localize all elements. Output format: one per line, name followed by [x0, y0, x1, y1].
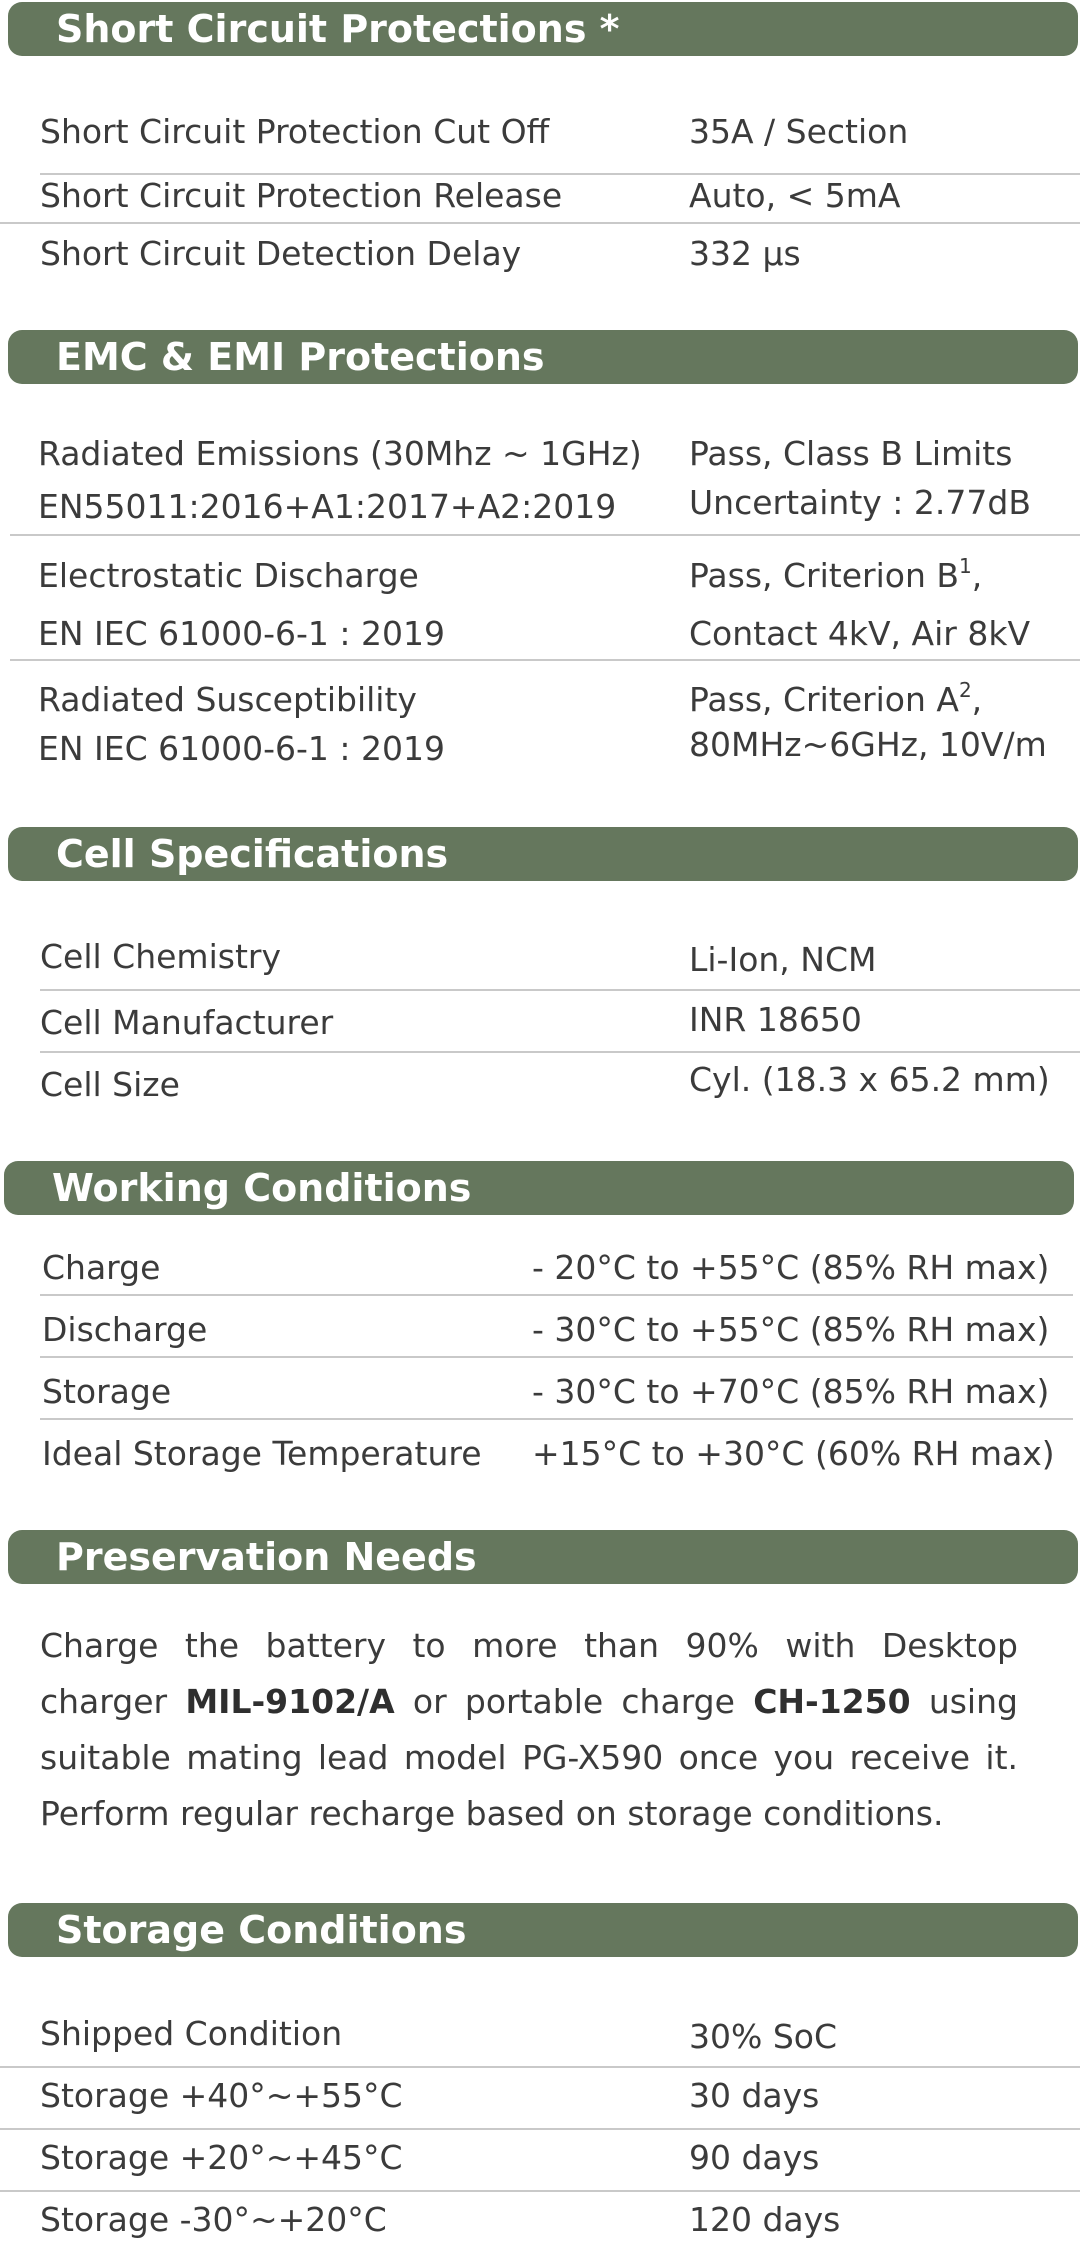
spec-value-secondary: 80MHz~6GHz, 10V/m — [689, 725, 1047, 764]
spec-label: Storage -30°~+20°C — [40, 2200, 387, 2239]
row-divider — [0, 222, 1080, 224]
spec-value-secondary: Contact 4kV, Air 8kV — [689, 614, 1031, 653]
section-header-cell: Cell Specifications — [8, 827, 1078, 881]
spec-value-tail: , — [971, 556, 983, 595]
spec-value — [689, 556, 982, 596]
spec-label: Radiated Emissions (30Mhz ~ 1GHz) — [38, 434, 642, 473]
spec-value: Cyl. (18.3 x 65.2 mm) — [689, 1060, 1050, 1099]
spec-value: Pass, Class B Limits — [689, 434, 1013, 473]
preservation-text-part: using suitable mating lead model PG-X590 once you receive it. Perform regular recharge based on storage conditions. — [40, 1682, 1018, 1833]
spec-value: - 20°C to +55°C (85% RH max) — [532, 1248, 1050, 1287]
section-header-short-circuit: Short Circuit Protections * — [8, 2, 1078, 56]
preservation-text — [40, 1618, 1018, 1842]
spec-value: +15°C to +30°C (60% RH max) — [532, 1434, 1055, 1473]
spec-label: Electrostatic Discharge — [38, 556, 419, 595]
spec-label-secondary: EN IEC 61000-6-1 : 2019 — [38, 614, 446, 653]
spec-value: 30 days — [689, 2076, 820, 2115]
spec-label: Short Circuit Protection Release — [40, 176, 563, 215]
spec-value: 30% SoC — [689, 2017, 838, 2056]
spec-value: 90 days — [689, 2138, 820, 2177]
row-divider — [0, 2190, 1080, 2192]
section-header-storage: Storage Conditions — [8, 1903, 1078, 1957]
spec-label: Storage +20°~+45°C — [40, 2138, 403, 2177]
preservation-text-part: Charge the battery to more than 90% with Desktop charger — [40, 1626, 1018, 1721]
row-divider — [40, 1356, 1073, 1358]
spec-value: - 30°C to +70°C (85% RH max) — [532, 1372, 1050, 1411]
desktop-charger-model: MIL-9102/A — [185, 1682, 395, 1721]
spec-value: Auto, < 5mA — [689, 176, 901, 215]
spec-label: Short Circuit Protection Cut Off — [40, 112, 550, 151]
spec-label-secondary: EN IEC 61000-6-1 : 2019 — [38, 729, 446, 768]
footnote-marker: 2 — [958, 678, 972, 702]
preservation-text-part: or portable charge — [412, 1682, 735, 1721]
spec-label: Shipped Condition — [40, 2014, 343, 2053]
row-divider — [40, 1294, 1073, 1296]
footnote-marker: 1 — [959, 554, 972, 578]
row-divider — [0, 2066, 1080, 2068]
spec-value-tail: , — [971, 680, 983, 719]
row-divider — [10, 659, 1080, 661]
spec-label: Ideal Storage Temperature — [42, 1434, 482, 1473]
spec-label: Cell Manufacturer — [40, 1003, 334, 1042]
spec-value — [689, 680, 982, 720]
row-divider — [40, 173, 1080, 175]
spec-label: Cell Chemistry — [40, 937, 281, 976]
section-header-emc: EMC & EMI Protections — [8, 330, 1078, 384]
section-header-preservation: Preservation Needs — [8, 1530, 1078, 1584]
row-divider — [40, 989, 1080, 991]
spec-value: Li-Ion, NCM — [689, 940, 877, 979]
spec-label: Cell Size — [40, 1065, 180, 1104]
portable-charger-model: CH-1250 — [753, 1682, 911, 1721]
spec-label: Charge — [42, 1248, 161, 1287]
section-header-working: Working Conditions — [4, 1161, 1074, 1215]
spec-value-text: Pass, Criterion B — [689, 556, 959, 595]
spec-value: 332 µs — [689, 234, 801, 273]
spec-value: 120 days — [689, 2200, 841, 2239]
spec-label: Radiated Susceptibility — [38, 680, 417, 719]
spec-label-secondary: EN55011:2016+A1:2017+A2:2019 — [38, 487, 617, 526]
spec-value: 35A / Section — [689, 112, 909, 151]
spec-label: Storage +40°~+55°C — [40, 2076, 403, 2115]
row-divider — [40, 1051, 1080, 1053]
row-divider — [10, 534, 1080, 536]
spec-value: - 30°C to +55°C (85% RH max) — [532, 1310, 1050, 1349]
spec-label: Discharge — [42, 1310, 208, 1349]
row-divider — [0, 2128, 1080, 2130]
spec-value-secondary: Uncertainty : 2.77dB — [689, 483, 1031, 522]
spec-value: INR 18650 — [689, 1000, 862, 1039]
spec-value-text: Pass, Criterion A — [689, 680, 959, 719]
row-divider — [40, 1418, 1073, 1420]
spec-label: Short Circuit Detection Delay — [40, 234, 522, 273]
spec-label: Storage — [42, 1372, 172, 1411]
